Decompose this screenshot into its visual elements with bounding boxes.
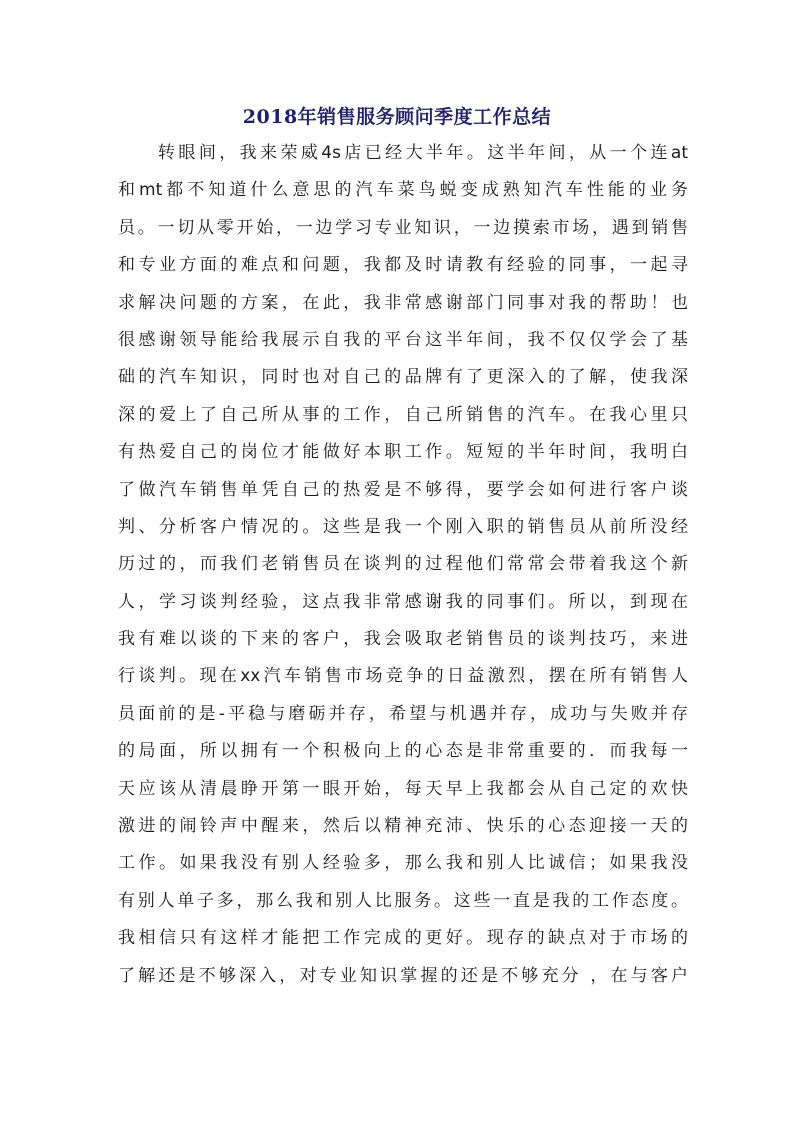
body-text [118,135,688,995]
text-line: 转眼间，我来荣威4s店已经大半年。这半年间，从一个连at [158,143,688,163]
text-line: 人，学习谈判经验，这点我非常感谢我的同事们。所以，到现在 [118,591,688,612]
text-line: 和mt都不知道什么意思的汽车菜鸟蜕变成熟知汽车性能的业务 [118,180,688,201]
text-line: 我相信只有这样才能把工作完成的更好。现存的缺点对于市场的 [118,928,688,949]
text-line: 求解决问题的方案，在此，我非常感谢部门同事对我的帮助！也 [118,292,688,313]
text-line: 历过的，而我们老销售员在谈判的过程他们常常会带着我这个新 [118,554,688,575]
text-line: 和专业方面的难点和问题，我都及时请教有经验的同事，一起寻 [118,255,688,276]
text-line: 员。一切从零开始，一边学习专业知识，一边摸索市场，遇到销售 [118,217,688,238]
text-line: 了解还是不够深入，对专业知识掌握的还是不够充分 ，在与客户 [118,965,688,986]
text-line: 有别人单子多，那么我和别人比服务。这些一直是我的工作态度。 [118,890,688,911]
text-line: 础的汽车知识，同时也对自己的品牌有了更深入的了解，使我深 [118,367,688,388]
text-line: 的局面，所以拥有一个积极向上的心态是非常重要的．而我每一 [118,741,688,762]
text-line: 判、分析客户情况的。这些是我一个刚入职的销售员从前所没经 [118,516,688,537]
text-line: 深的爱上了自己所从事的工作，自己所销售的汽车。在我心里只 [118,404,688,425]
text-line: 了做汽车销售单凭自己的热爱是不够得，要学会如何进行客户谈 [118,479,688,500]
text-line: 工作。如果我没有别人经验多，那么我和别人比诚信；如果我没 [118,853,688,874]
page-title: 2018年销售服务顾问季度工作总结 [242,106,552,128]
text-line: 激进的闹铃声中醒来，然后以精神充沛、快乐的心态迎接一天的 [118,816,688,837]
text-line: 很感谢领导能给我展示自我的平台这半年间，我不仅仅学会了基 [118,329,688,350]
text-line: 我有难以谈的下来的客户，我会吸取老销售员的谈判技巧，来进 [118,629,688,650]
text-line: 天应该从清晨睁开第一眼开始，每天早上我都会从自己定的欢快 [118,778,688,799]
text-line: 行谈判。现在xx汽车销售市场竞争的日益激烈，摆在所有销售人 [118,666,688,687]
text-line: 员面前的是-平稳与磨砺并存，希望与机遇并存，成功与失败并存 [118,703,688,724]
text-line: 有热爱自己的岗位才能做好本职工作。短短的半年时间，我明白 [118,442,688,463]
